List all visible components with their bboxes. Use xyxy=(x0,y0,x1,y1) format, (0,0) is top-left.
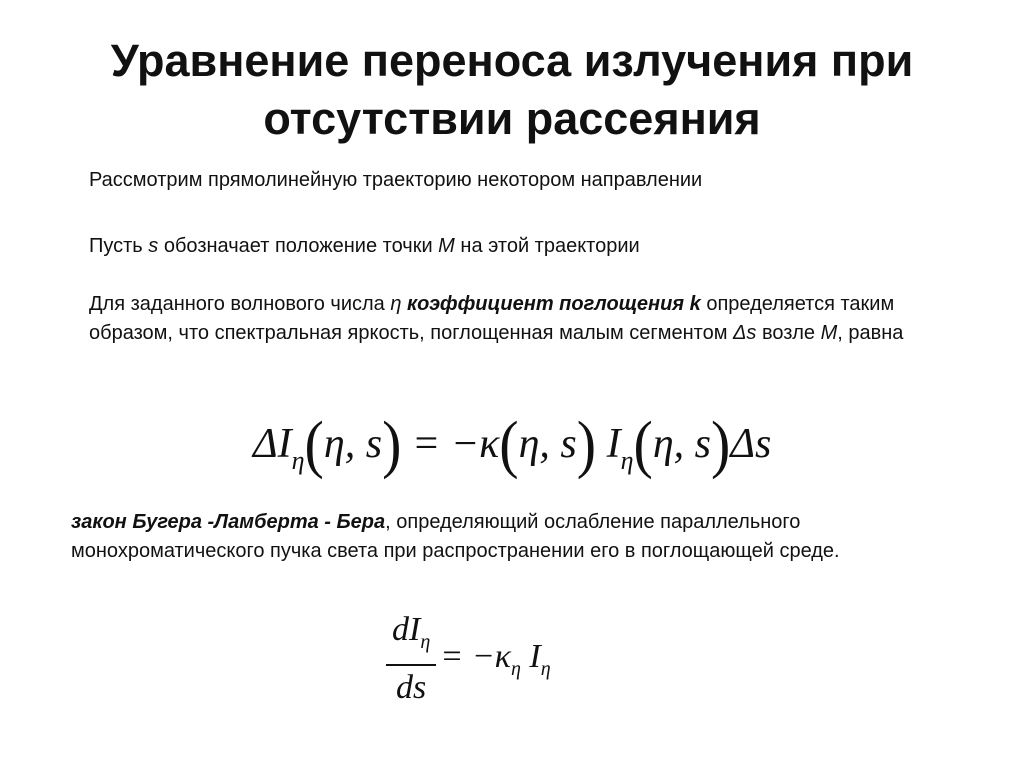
title-line-1: Уравнение переноса излучения при xyxy=(110,35,914,86)
paragraph-text: Рассмотрим прямолинейную траекторию некотором направлении xyxy=(89,169,703,191)
paragraph-trajectory xyxy=(89,166,989,195)
text-segment: Для заданного волнового числа xyxy=(89,293,391,315)
paragraph-position xyxy=(89,232,989,261)
eq-paren: ) xyxy=(382,407,402,480)
eq-args: η, s xyxy=(323,421,383,467)
fraction xyxy=(386,610,436,708)
eq-subscript: η xyxy=(420,631,431,653)
paragraph-bouguer-lambert-beer xyxy=(71,508,971,566)
text-segment: , равна xyxy=(837,322,904,344)
text-segment: обозначает положение точки xyxy=(158,235,439,257)
variable-m: M xyxy=(438,235,455,257)
emphasis-law-name: закон Бугера -Ламберта - Бера xyxy=(71,511,386,533)
equation-radiative-transfer xyxy=(253,407,772,493)
eq-subscript: η xyxy=(510,657,521,680)
eq-term: Δs xyxy=(730,421,772,467)
eq-paren: ( xyxy=(304,407,324,480)
eq-term: ΔI xyxy=(253,421,292,467)
eq-paren: ( xyxy=(633,407,653,480)
eq-args: η, s xyxy=(518,421,577,467)
fraction-numerator xyxy=(386,610,436,662)
paragraph-absorption xyxy=(89,290,969,348)
variable-delta-s: Δs xyxy=(733,322,757,344)
equation-rhs xyxy=(440,638,550,681)
variable-eta: η xyxy=(390,293,402,315)
eq-paren: ) xyxy=(576,407,597,480)
text-segment: возле xyxy=(756,322,821,344)
text-segment: , определяющий ослабление параллельного монохроматического пучка света при распространении его в поглощающей среде. xyxy=(71,511,840,562)
variable-s: s xyxy=(148,235,159,257)
title-line-2: отсутствии рассеяния xyxy=(263,93,761,144)
fraction-bar xyxy=(386,664,436,666)
eq-term: = −κ xyxy=(440,637,511,675)
eq-term: I xyxy=(596,421,621,467)
text-segment: определяется таким образом, что спектральная яркость, поглощенная малым сегментом xyxy=(89,293,895,344)
eq-subscript: η xyxy=(540,657,551,680)
equation-differential xyxy=(386,610,551,708)
variable-m: M xyxy=(820,322,838,344)
emphasis-absorption-coefficient: коэффициент поглощения k xyxy=(407,293,701,315)
eq-paren: ( xyxy=(499,407,519,480)
eq-subscript: η xyxy=(620,446,634,475)
eq-term: = −κ xyxy=(401,421,500,467)
eq-paren: ) xyxy=(711,407,731,480)
eq-term: I xyxy=(520,637,541,675)
eq-term: dI xyxy=(392,611,421,648)
eq-subscript: η xyxy=(291,446,305,475)
text-segment: Пусть xyxy=(89,235,149,257)
slide-title xyxy=(20,32,1004,148)
fraction-denominator: ds xyxy=(396,669,427,706)
text-segment: на этой траектории xyxy=(454,235,640,257)
eq-args: η, s xyxy=(652,421,711,467)
